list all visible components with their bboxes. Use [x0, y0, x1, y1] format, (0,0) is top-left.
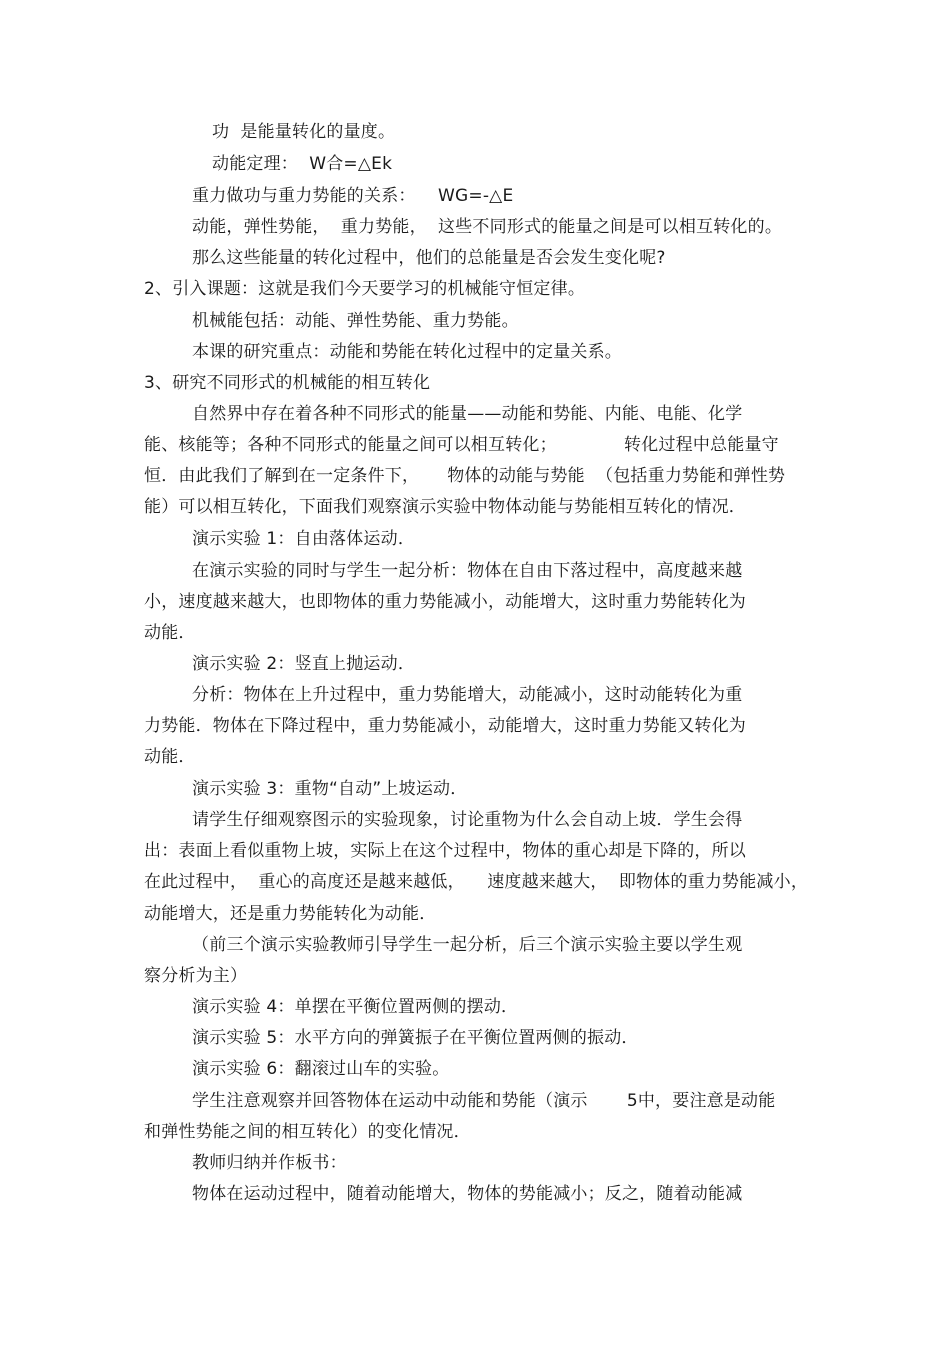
- text-line: 分析：物体在上升过程中，重力势能增大，动能减小，这时动能转化为重: [192, 685, 743, 705]
- text-line: 自然界中存在着各种不同形式的能量——动能和势能、内能、电能、化学: [192, 404, 743, 424]
- text-line: 出：表面上看似重物上坡，实际上在这个过程中，物体的重心却是下降的，所以: [144, 841, 746, 861]
- text-line: 功 是能量转化的量度。: [212, 122, 396, 142]
- text-line: 重力做功与重力势能的关系： WG=-△E: [192, 186, 514, 206]
- text-line: 力势能．物体在下降过程中，重力势能减小，动能增大，这时重力势能又转化为: [144, 716, 746, 736]
- text-line: 动能定理： W合=△Ek: [212, 154, 393, 174]
- text-line: 本课的研究重点：动能和势能在转化过程中的定量关系。: [192, 342, 622, 362]
- section-heading: 2、引入课题：这就是我们今天要学习的机械能守恒定律。: [144, 279, 586, 299]
- text-line: （前三个演示实验教师引导学生一起分析，后三个演示实验主要以学生观: [192, 935, 743, 955]
- text-line: 学生注意观察并回答物体在运动中动能和势能（演示 5中，要注意是动能: [192, 1091, 776, 1111]
- text-line: 动能．: [144, 623, 196, 643]
- text-line: 教师归纳并作板书：: [192, 1153, 347, 1173]
- text-line: 动能．: [144, 747, 196, 767]
- text-line: 动能增大，还是重力势能转化为动能．: [144, 904, 437, 924]
- text-line: 动能，弹性势能， 重力势能， 这些不同形式的能量之间是可以相互转化的。: [192, 217, 783, 237]
- text-line: 演示实验 5：水平方向的弹簧振子在平衡位置两侧的振动．: [192, 1028, 639, 1048]
- text-line: 演示实验 6：翻滚过山车的实验。: [192, 1059, 450, 1079]
- text-line: 机械能包括：动能、弹性势能、重力势能。: [192, 311, 519, 331]
- text-line: 在此过程中， 重心的高度还是越来越低， 速度越来越大， 即物体的重力势能减小，: [144, 872, 809, 892]
- text-line: 演示实验 3：重物“自动”上坡运动．: [192, 779, 468, 799]
- section-heading: 3、研究不同形式的机械能的相互转化: [144, 373, 431, 393]
- text-line: 能）可以相互转化，下面我们观察演示实验中物体动能与势能相互转化的情况．: [144, 497, 746, 517]
- text-line: 演示实验 2：竖直上抛运动．: [192, 654, 416, 674]
- text-line: 那么这些能量的转化过程中，他们的总能量是否会发生变化呢?: [192, 248, 666, 268]
- text-line: 请学生仔细观察图示的实验现象，讨论重物为什么会自动上坡．学生会得: [192, 810, 743, 830]
- text-line: 演示实验 1：自由落体运动．: [192, 529, 416, 549]
- text-line: 小，速度越来越大，也即物体的重力势能减小，动能增大，这时重力势能转化为: [144, 592, 746, 612]
- text-line: 物体在运动过程中，随着动能增大，物体的势能减小；反之，随着动能减: [192, 1184, 743, 1204]
- text-line: 在演示实验的同时与学生一起分析：物体在自由下落过程中，高度越来越: [192, 561, 743, 581]
- text-line: 演示实验 4：单摆在平衡位置两侧的摆动．: [192, 997, 519, 1017]
- text-line: 察分析为主）: [144, 966, 248, 986]
- text-line: 恒．由此我们了解到在一定条件下， 物体的动能与势能 （包括重力势能和弹性势: [144, 466, 786, 486]
- text-line: 和弹性势能之间的相互转化）的变化情况．: [144, 1122, 471, 1142]
- text-line: 能、核能等；各种不同形式的能量之间可以相互转化； 转化过程中总能量守: [144, 435, 779, 455]
